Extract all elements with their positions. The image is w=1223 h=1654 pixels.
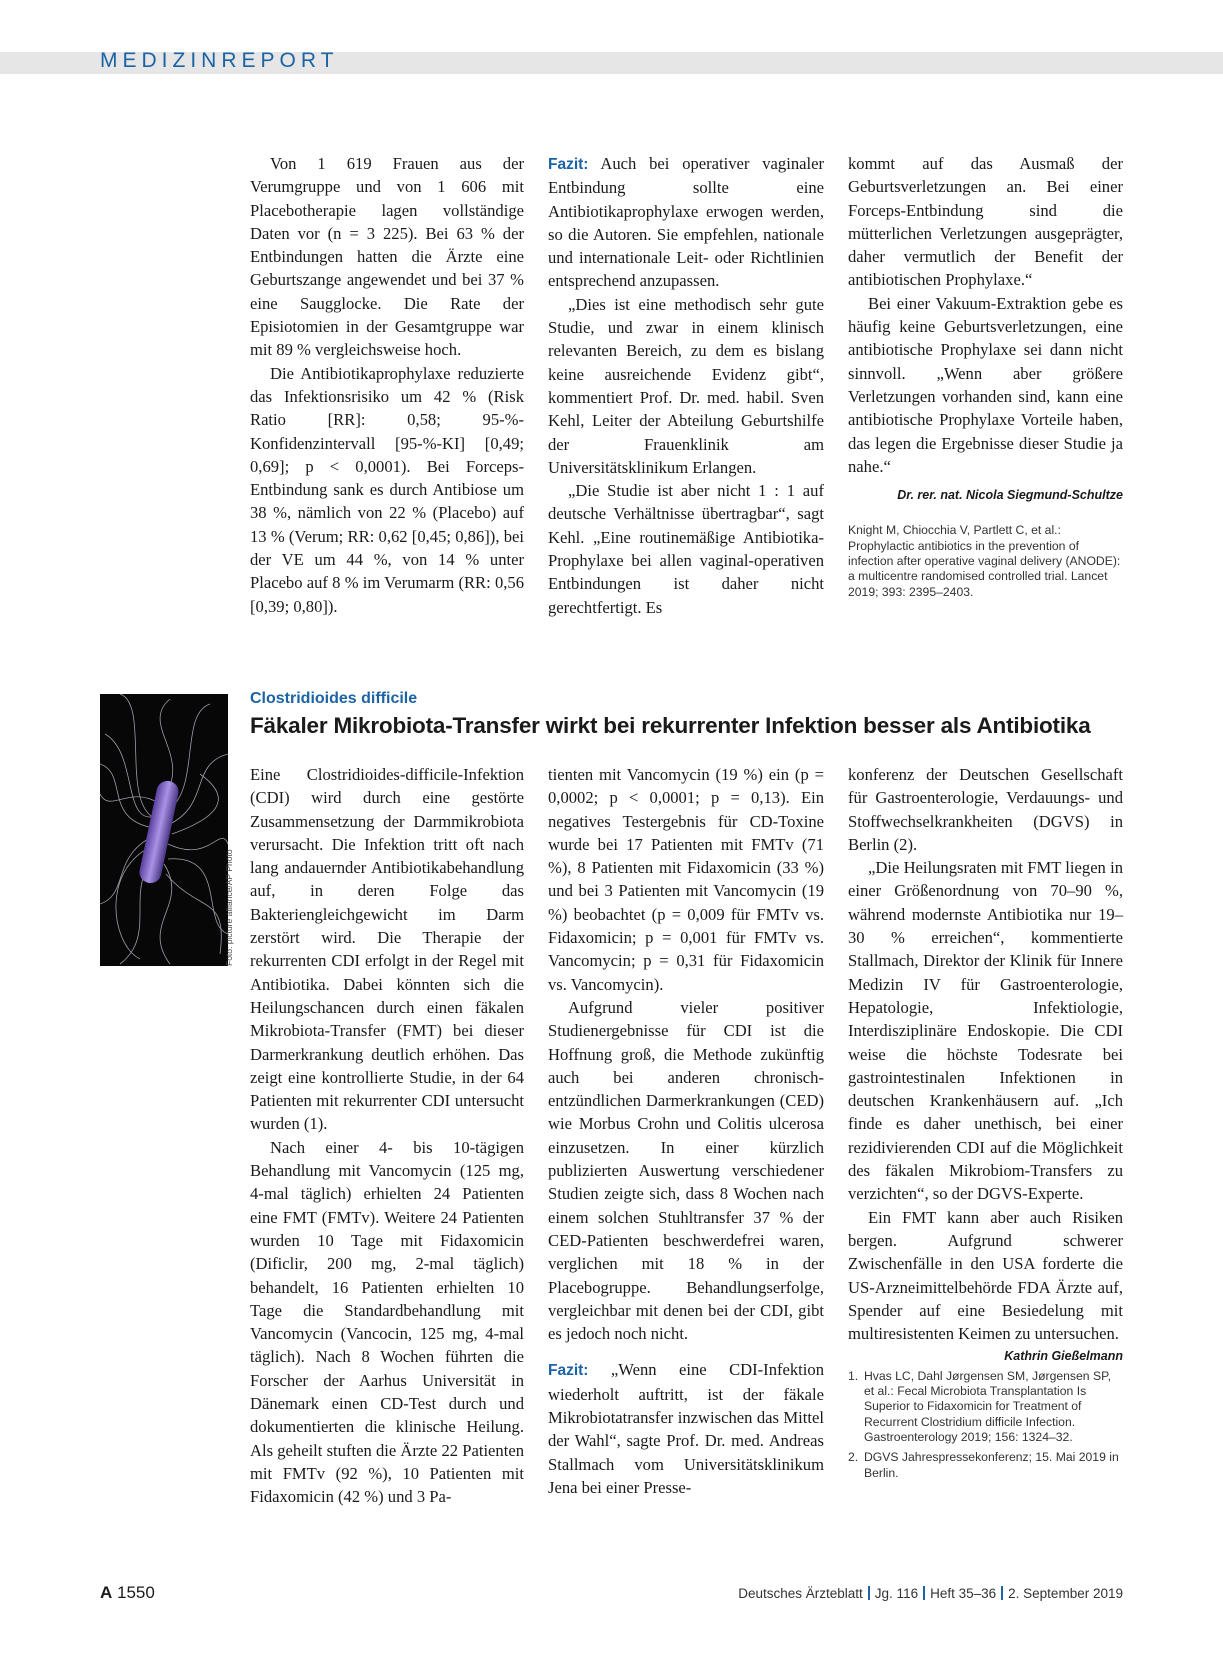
article1-column-1 [250, 152, 524, 618]
separator [1001, 1586, 1003, 1600]
separator [868, 1586, 870, 1600]
article-headline: Fäkaler Mikrobiota-Transfer wirkt bei rekurrenter Infektion besser als Antibiotika [250, 713, 1091, 738]
paragraph: Die Antibiotikaprophylaxe reduzierte das Infektionsrisiko um 42 % (Risk Ratio [RR]: 0,58; 95-%-Konfidenzintervall [95-%-KI] [0,49; 0,69]; p < 0,0001). Bei Forceps-Entbindung sank es durch Antibiose um 38 %, nämlich von 22 % (Placebo) auf 13 % (Verum; RR: 0,62 [0,45; 0,86]), bei der VE um 44 %, von 14 % unter Placebo auf 8 % im Verumarm (RR: 0,56 [0,39; 0,80]). [250, 363, 524, 616]
journal-issue: Heft 35–36 [930, 1586, 997, 1601]
bacterium-photo [100, 694, 228, 966]
paragraph: Aufgrund vieler positiver Studienergebnisse für CDI ist die Hoffnung groß, die Methode zukünftig auch bei anderen chronisch-entzündlichen Darmerkrankungen (CED) wie Morbus Crohn und Colitis ulcerosa einzusetzen. In einer kürzlich publizierten Auswertung verschiedener Studien zeigte sich, dass 8 Wochen nach einem solchen Stuhltransfer 37 % der CED-Patienten beschwerdefrei waren, verglichen mit 18 % in der Placebogruppe. Behandlungserfolge, vergleichbar mit denen bei der CDI, gibt es jedoch noch nicht. [548, 997, 824, 1344]
reference-text: Hvas LC, Dahl Jørgensen SM, Jørgensen SP, et al.: Fecal Microbiota Transplantation Is Superior to Fidaxomicin for Treatment of Recurrent Clostridium difficile Infection. Gastroenterology 2019; 156: 1324–32. [864, 1368, 1112, 1444]
journal-name: Deutsches Ärzteblatt [738, 1586, 863, 1601]
reference-list [848, 1369, 1123, 1481]
section-label: MEDIZINREPORT [100, 49, 339, 72]
separator [923, 1586, 925, 1600]
article1-column-3 [848, 152, 1123, 600]
fazit-label: Fazit: [548, 1362, 589, 1380]
paragraph: konferenz der Deutschen Gesellschaft für Gastroenterologie, Verdauungs- und Stoffwechselkrankheiten (DGVS) in Berlin (2). [848, 765, 1123, 854]
reference: Knight M, Chiocchia V, Partlett C, et al.: Prophylactic antibiotics in the prevention of infection after operative vaginal delivery (ANODE): a multicentre randomised controlled trial. Lancet 2019; 393: 2395–2403. [848, 523, 1121, 599]
reference-number: 2. [848, 1450, 859, 1465]
article-kicker: Clostridioides difficile [250, 690, 418, 707]
reference-text: DGVS Jahrespressekonferenz; 15. Mai 2019 in Berlin. [864, 1450, 1119, 1480]
reference-item [848, 1369, 1123, 1445]
paragraph: Eine Clostridioides-difficile-Infektion (CDI) wird durch eine gestörte Zusammensetzung der Darmmikrobiota verursacht. Die Infektion tritt oft nach lang andauernder Antibiotikabehandlung auf, in deren Folge das Bakteriengleichgewicht im Darm zerstört wird. Die Therapie der rekurrenten CDI erfolgt in der Regel mit Antibiotika. Dabei könnten sich die Heilungschancen durch einen fäkalen Mikrobiota-Transfer (FMT) bei dieser Darmerkrankung deutlich erhöhen. Das zeigt eine kontrollierte Studie, in der 64 Patienten mit rekurrenter CDI untersucht wurden (1). [250, 765, 524, 1134]
fazit-text: Auch bei operativer vaginaler Entbindung sollte eine Antibiotikaprophylaxe erwogen werden, so die Autoren. Sie empfehlen, nationale und internationale Leit- oder Richtlinien entsprechend anzupassen. [548, 154, 824, 291]
journal-volume: Jg. 116 [874, 1586, 919, 1601]
article2-column-1 [250, 763, 524, 1509]
paragraph: „Die Studie ist aber nicht 1 : 1 auf deutsche Verhältnisse übertragbar“, sagt Kehl. „Eine routinemäßige Antibiotika-Prophylaxe bei allen vaginal-operativen Entbindungen ist daher nicht gerechtfertigt. Es [548, 481, 824, 617]
reference-number: 1. [848, 1368, 859, 1383]
paragraph: Bei einer Vakuum-Extraktion gebe es häufig keine Geburtsverletzungen, eine antibiotische Prophylaxe sei dann nicht sinnvoll. „Wenn aber größere Verletzungen vorhanden sind, kann eine antibiotische Prophylaxe Vorteile haben, das legen die Ergebnisse dieser Studie ja nahe.“ [848, 293, 1123, 476]
paragraph: kommt auf das Ausmaß der Geburtsverletzungen an. Bei einer Forceps-Entbindung sind die mütterlichen Verletzungen ausgeprägter, daher vermutlich der Benefit der antibiotischen Prophylaxe.“ [848, 154, 1123, 290]
page-number-value: 1550 [117, 1583, 155, 1602]
paragraph [848, 1206, 1123, 1364]
page-prefix: A [100, 1583, 113, 1602]
paragraph: Von 1 619 Frauen aus der Verumgruppe und von 1 606 mit Placebotherapie lagen vollständige Daten vor (n = 3 225). Bei 63 % der Entbindungen hatten die Ärzte eine Geburtszange angewendet und bei 37 % eine Saugglocke. Die Rate der Episiotomien in der Gesamtgruppe war mit 89 % vergleichsweise hoch. [250, 154, 524, 360]
paragraph-text: Ein FMT kann aber auch Risiken bergen. Aufgrund schwerer Zwischenfälle in den USA forderte die US-Arzneimittelbehörde FDA Ärzte auf, Spender auf eine Besiedelung mit multiresistenten Keimen zu untersuchen. [848, 1207, 1123, 1344]
fazit-paragraph [548, 152, 824, 293]
paragraph: tienten mit Vancomycin (19 %) ein (p = 0,0002; p < 0,0001; p = 0,13). Ein negatives Testergebnis für CD-Toxine wurde bei 17 Patienten mit FMTv (71 %), 8 Patienten mit Fidaxomicin (33 %) und bei 3 Patienten mit Vancomycin (19 %) beobachtet (p = 0,009 für FMTv vs. Fidaxomicin; p = 0,001 für FMTv vs. Vancomycin; p = 0,31 für Fidaxomicin vs. Vancomycin). [548, 765, 824, 994]
clostridium-bacterium-image [100, 694, 228, 966]
journal-date: 2. September 2019 [1008, 1586, 1123, 1601]
paragraph: „Dies ist eine methodisch sehr gute Studie, und zwar in einem klinisch relevanten Bereich, zu dem es bislang keine ausreichende Evidenz gibt“, kommentiert Prof. Dr. med. habil. Sven Kehl, Leiter der Abteilung Geburtshilfe der Frauenklinik am Universitätsklinikum Erlangen. [548, 294, 824, 477]
paragraph: „Die Heilungsraten mit FMT liegen in einer Größenordnung von 70–90 %, während modernste Antibiotika nur 19–30 % erreichen“, kommentierte Stallmach, Direktor der Klinik für Innere Medizin IV für Gastroenterologie, Hepatologie, Infektiologie, Interdisziplinäre Endoskopie. Die CDI weise die höchste Todesrate bei gastrointestinalen Infektionen in deutschen Krankenhäusern auf. „Ich finde es daher unethisch, bei einer rezidivierenden CDI auf die Möglichkeit des fäkalen Mikrobiom-Transfers zu verzichten“, so der DGVS-Experte. [848, 858, 1123, 1204]
article2-column-3 [848, 763, 1123, 1486]
article2-column-2 [548, 763, 824, 1499]
fazit-label: Fazit: [548, 156, 589, 173]
paragraph: Nach einer 4- bis 10-tägigen Behandlung mit Vancomycin (125 mg, 4-mal täglich) erhielten 24 Patienten eine FMT (FMTv). Weitere 24 Patienten wurden 10 Tage mit Fidaxomicin (Dificlir, 200 mg, 2-mal täglich) behandelt, 16 Patienten erhielten 10 Tage die Standardbehandlung mit Vancomycin (Vancocin, 125 mg, 4-mal täglich). Nach 8 Wochen führten die Forscher der Aarhus Universität in Dänemark einen CD-Test durch und dokumentierten die klinische Heilung. Als geheilt stuften die Ärzte 22 Patienten mit FMTv (92 %), 10 Patienten mit Fidaxomicin (42 %) und 3 Pa- [250, 1137, 524, 1507]
author-byline: Dr. rer. nat. Nicola Siegmund-Schultze [897, 488, 1123, 503]
fazit-paragraph [548, 1358, 824, 1499]
author-byline: Kathrin Gießelmann [1004, 1349, 1123, 1364]
photo-credit: Foto: picture alliance/AP Photo [224, 849, 234, 966]
reference-item [848, 1450, 1123, 1481]
footer-journal-info [738, 1586, 1123, 1601]
article1-column-2 [548, 152, 824, 619]
page-number [100, 1583, 155, 1603]
fazit-text: „Wenn eine CDI-Infektion wiederholt auftritt, ist der fäkale Mikrobiotatransfer inzwischen das Mittel der Wahl“, sagte Prof. Dr. med. Andreas Stallmach vom Universitätsklinikum Jena bei einer Presse- [548, 1360, 824, 1497]
